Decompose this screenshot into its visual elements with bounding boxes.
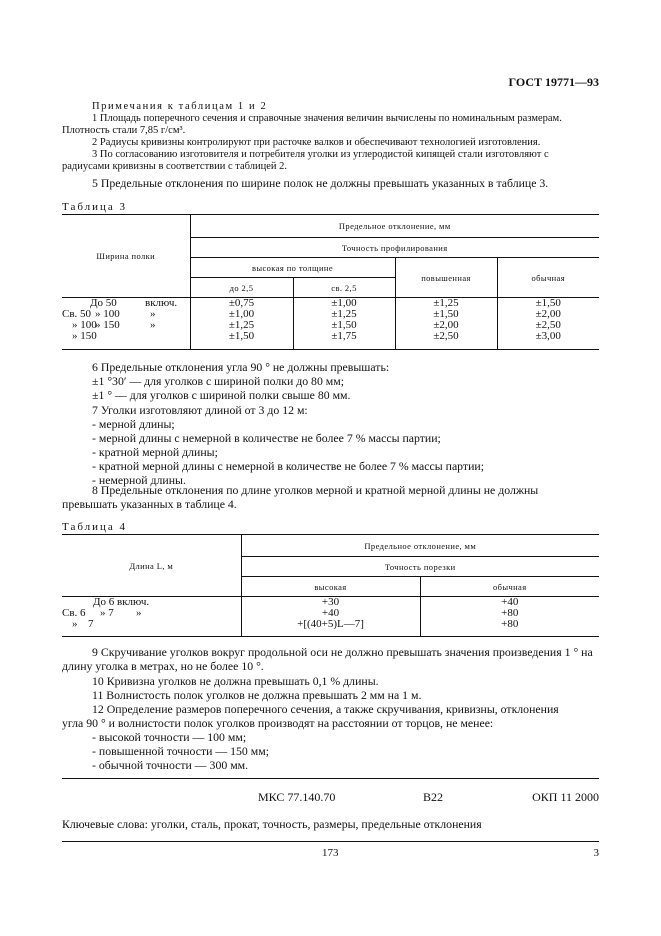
list-item: - кратной мерной длины с немерной в количестве не более 7 % массы партии;: [92, 459, 484, 473]
table-3-col-over: ±1,00 ±1,25 ±1,50 ±1,75: [293, 298, 395, 350]
paragraph-8-line-1: 8 Предельные отклонения по длине уголков мерной и кратной мерной длины не должны: [92, 483, 539, 497]
table-4-header-length-text: Длина L, м: [129, 560, 174, 571]
table-3-header-normal: обычная: [497, 258, 599, 298]
paragraph-6: 6 Предельные отклонения угла 90 ° не должны превышать:: [92, 360, 390, 374]
table-4: [62, 534, 599, 637]
list-item: - немерной длины.: [92, 473, 186, 487]
table-3-header-width: Ширина полки: [62, 215, 190, 298]
document-code: ГОСТ 19771—93: [508, 75, 599, 89]
table-3-width-column: [62, 298, 190, 350]
footer-divider-bottom: [62, 841, 599, 842]
footer-okp-code: ОКП 11 2000: [532, 790, 599, 804]
paragraph-9-line-1: 9 Скручивание уголков вокруг продольной оси не должно превышать значения произведения 1 ° на: [92, 645, 593, 659]
footer-keywords: Ключевые слова: уголки, сталь, прокат, точность, размеры, предельные отклонения: [62, 817, 482, 831]
table-4-header-accuracy: Точность порезки: [241, 557, 599, 577]
table-3-header-upto: до 2,5: [190, 278, 293, 298]
note-2: 2 Радиусы кривизны контролируют при расточке валков и обеспечивают технологией изготовления.: [92, 137, 541, 148]
notes-title: Примечания к таблицам 1 и 2: [92, 101, 268, 112]
paragraph-5: 5 Предельные отклонения по ширине полок не должны превышать указанных в таблице 3.: [92, 176, 549, 190]
table-3: [62, 214, 599, 350]
table-4-caption: Таблица 4: [62, 521, 128, 533]
table-3-header-deviation: Предельное отклонение, мм: [190, 215, 599, 238]
paragraph-7: 7 Уголки изготовляют длиной от 3 до 12 м:: [92, 403, 308, 417]
list-item: - мерной длины;: [92, 417, 175, 431]
table-3-col-increased: ±1,25 ±1,50 ±2,00 ±2,50: [395, 298, 497, 350]
table-4-header-high: высокая: [241, 577, 420, 597]
page-number: 173: [322, 847, 339, 859]
table-3-header-over: св. 2,5: [293, 278, 395, 298]
note-3-line-2: радиусами кривизны в соответствии с таблицей 2.: [62, 161, 287, 172]
list-item: - кратной мерной длины;: [92, 445, 218, 459]
table-3-col-upto: ±0,75 ±1,00 ±1,25 ±1,50: [190, 298, 293, 350]
table-3-col-normal: ±1,50 ±2,00 ±2,50 ±3,00: [497, 298, 599, 350]
table-4-header-normal: обычная: [420, 577, 599, 597]
table-row: До 6 включ.: [93, 596, 150, 608]
paragraph-9-line-2: длину уголка в метрах, но не более 10 °.: [62, 659, 264, 673]
table-4-header-length: [62, 535, 241, 597]
table-row: » 100 » 150 »: [72, 319, 156, 331]
footer-classification-code: В22: [423, 790, 444, 804]
note-1-line-1: 1 Площадь поперечного сечения и справочные значения величин вычислены по номинальным размерам.: [92, 113, 562, 124]
table-row: До 50 включ.: [90, 297, 178, 309]
page-index: 3: [593, 847, 599, 859]
table-3-header-accuracy: Точность профилирования: [190, 238, 599, 258]
table-3-header-increased: повышенная: [395, 258, 497, 298]
table-3-header-high: высокая по толщине: [190, 258, 395, 278]
paragraph-11: 11 Волнистость полок уголков не должна превышать 2 мм на 1 м.: [92, 688, 422, 702]
list-item: - повышенной точности — 150 мм;: [92, 744, 269, 758]
table-row: Св. 6 » 7 »: [62, 607, 142, 619]
paragraph-8-line-2: превышать указанных в таблице 4.: [62, 497, 237, 511]
footer-divider-top: [62, 778, 599, 779]
paragraph-12-line-2: угла 90 ° и волнистости полок уголков производят на расстоянии от торцов, не менее:: [62, 716, 494, 730]
paragraph-6-item-2: ±1 ° — для уголков с шириной полки свыше 80 мм.: [92, 388, 351, 402]
table-row: Св. 50 » 100 »: [62, 308, 156, 320]
list-item: - высокой точности — 100 мм;: [92, 730, 247, 744]
table-row: » 7: [72, 618, 94, 630]
paragraph-12-line-1: 12 Определение размеров поперечного сечения, а также скручивания, кривизны, отклонения: [92, 702, 559, 716]
paragraph-10: 10 Кривизна уголков не должна превышать 0,1 % длины.: [92, 674, 379, 688]
note-3-line-1: 3 По согласованию изготовителя и потребителя уголки из углеродистой кипящей стали изготовляют с: [92, 149, 549, 160]
table-row: » 150: [72, 330, 97, 342]
table-3-caption: Таблица 3: [62, 201, 128, 213]
list-item: - обычной точности — 300 мм.: [92, 758, 249, 772]
table-4-col-normal: +40 +80 +80: [420, 597, 599, 637]
table-4-col-high: +30 +40 +[(40+5)L—7]: [241, 597, 420, 637]
table-4-length-column: [62, 597, 241, 637]
table-4-header-deviation: Предельное отклонение, мм: [241, 535, 599, 557]
footer-mks-code: МКС 77.140.70: [258, 790, 336, 804]
note-1-line-2: Плотность стали 7,85 г/см³.: [62, 125, 186, 136]
paragraph-6-item-1: ±1 °30′ — для уголков с шириной полки до 80 мм;: [92, 374, 345, 388]
list-item: - мерной длины с немерной в количестве не более 7 % массы партии;: [92, 431, 441, 445]
